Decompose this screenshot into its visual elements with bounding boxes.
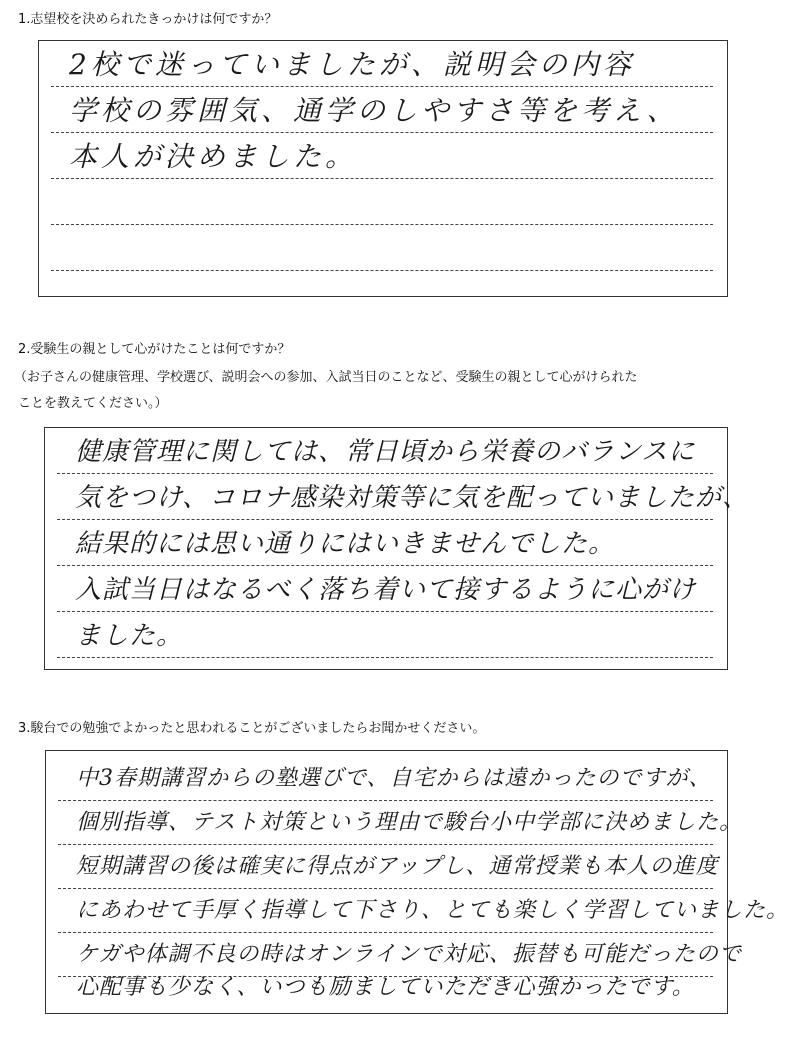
handwritten-text: 結果的には思い通りにはいきませんでした。 (75, 529, 616, 559)
answer-line (57, 474, 749, 520)
question-3-title: 3.駿台での勉強でよかったと思われることがございましたらお聞かせください。 (18, 721, 486, 736)
answer-line (58, 963, 713, 1009)
question-2-note: ことを教えてください。） (18, 396, 168, 411)
answer-line (51, 179, 713, 225)
answer-box-2 (44, 427, 749, 670)
answer-line (51, 87, 713, 133)
answer-line (57, 566, 713, 612)
handwritten-text: 短期講習の後は確実に得点がアップし、通常授業も本人の進度 (76, 854, 719, 879)
answer-line (57, 520, 713, 566)
handwritten-text: 中3春期講習からの塾選びで、自宅からは遠かったのですが、 (76, 766, 712, 791)
handwritten-text: 本人が決めました。 (69, 140, 358, 173)
handwritten-text: ケガや体調不良の時はオンラインで対応、振替も可能だったので (76, 942, 742, 967)
handwritten-text: 入試当日はなるべく落ち着いて接するように心がけ (75, 575, 697, 605)
answer-line (51, 133, 713, 179)
handwritten-text: 学校の雰囲気、通学のしやすさ等を考え、 (69, 94, 679, 127)
answer-box-3 (45, 750, 790, 1014)
answer-line (57, 612, 713, 658)
question-2-title: 2.受験生の親として心がけたことは何ですか？ (18, 342, 291, 357)
answer-line (57, 428, 713, 474)
answer-line (51, 225, 713, 271)
answer-line (58, 843, 719, 889)
handwritten-text: 個別指導、テスト対策という理由で駿台小中学部に決めました。 (76, 810, 743, 835)
answer-line (51, 41, 713, 87)
handwritten-text: 心配事も少なく、いつも励ましていただき心強かったです。 (76, 975, 695, 1000)
handwritten-text: 2校で迷っていましたが、説明会の内容 (69, 48, 635, 81)
question-2-note: （お子さんの健康管理、学校選び、説明会への参加、入試当日のことなど、受験生の親として心がけられた (14, 370, 638, 385)
handwritten-text: にあわせて手厚く指導して下さり、とても楽しく学習していました。 (76, 898, 790, 923)
question-1-title: 1.志望校を決められたきっかけは何ですか？ (18, 12, 278, 27)
handwritten-text: ました。 (75, 621, 184, 651)
answer-line (58, 887, 790, 933)
answer-box-1 (38, 40, 728, 297)
answer-line (58, 755, 713, 801)
handwritten-text: 気をつけ、コロナ感染対策等に気を配っていましたが、 (75, 483, 749, 513)
answer-line (58, 799, 743, 845)
handwritten-text: 健康管理に関しては、常日頃から栄養のバランスに (75, 437, 696, 467)
